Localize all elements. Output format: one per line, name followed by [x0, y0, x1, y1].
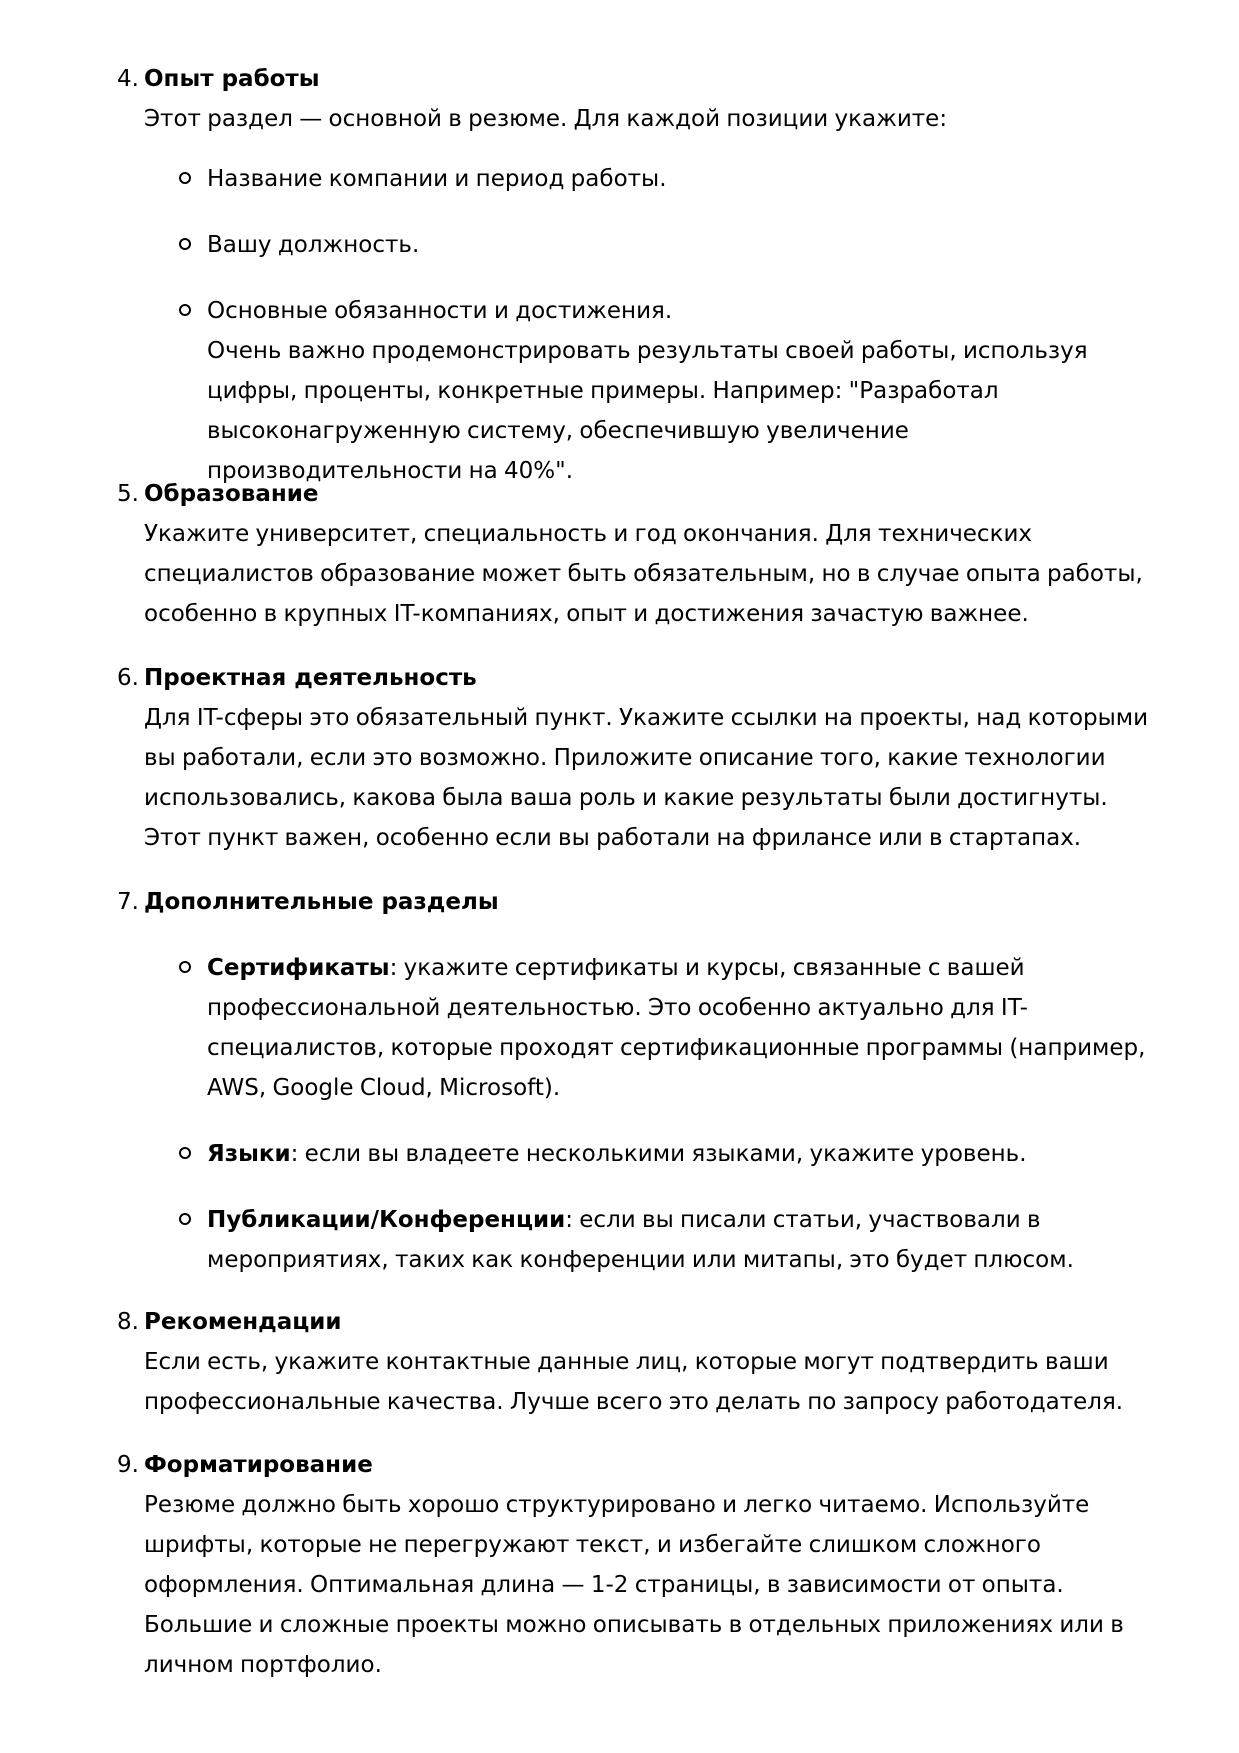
- section-number: 6.: [117, 665, 139, 691]
- list-item: [207, 291, 1167, 491]
- section-title: Рекомендации: [144, 1309, 342, 1335]
- section-education: [117, 474, 1157, 634]
- section-text: Укажите университет, специальность и год окончания. Для технических специалистов образование может быть обязательным, но в случае опыта работы, особенно в крупных IT-компаниях, опыт и достижения зачастую важнее.: [144, 521, 1143, 627]
- section-text: Для IT-сферы это обязательный пункт. Укажите ссылки на проекты, над которыми вы работали, если это возможно. Приложите описание того, какие технологии использовались, какова была ваша роль и какие результаты были достигнуты. Этот пункт важен, особенно если вы работали на фрилансе или в стартапах.: [144, 705, 1149, 851]
- list-item: [207, 948, 1167, 1108]
- section-formatting: [117, 1445, 1157, 1685]
- list-item-detail: Очень важно продемонстрировать результаты своей работы, используя цифры, проценты, конкретные примеры. Например: "Разработал высоконагруженную систему, обеспечившую увеличение производительности на 40%".: [207, 338, 1088, 484]
- list-item-text: : если вы писали статьи, участвовали в мероприятиях, таких как конференции или митапы, это будет плюсом.: [207, 1207, 1074, 1273]
- section-work-experience: [117, 59, 1157, 517]
- section-text: Резюме должно быть хорошо структурировано и легко читаемо. Используйте шрифты, которые не перегружают текст, и избегайте слишком сложного оформления. Оптимальная длина — 1-2 страницы, в зависимости от опыта. Большие и сложные проекты можно описывать в отдельных приложениях или в личном портфолио.: [144, 1492, 1124, 1678]
- list-item-text: : укажите сертификаты и курсы, связанные с вашей профессиональной деятельностью. Это особенно актуально для IT-специалистов, которые проходят сертификационные программы (например, AWS, Google Cloud, Microsoft).: [207, 955, 1146, 1101]
- bullet-list: [117, 948, 1157, 1280]
- list-item-text: Основные обязанности и достижения.: [207, 298, 673, 324]
- list-item-term: Сертификаты: [207, 955, 390, 981]
- list-item: [207, 225, 1167, 265]
- section-number: 5.: [117, 481, 139, 507]
- bullet-circle-icon: [179, 961, 191, 973]
- section-title: Проектная деятельность: [144, 665, 477, 691]
- section-title: Дополнительные разделы: [144, 889, 499, 915]
- section-text: Если есть, укажите контактные данные лиц, которые могут подтвердить ваши профессиональные качества. Лучше всего это делать по запросу работодателя.: [144, 1349, 1124, 1415]
- section-projects: [117, 658, 1157, 858]
- list-item: [207, 1134, 1167, 1174]
- list-item-term: Публикации/Конференции: [207, 1207, 566, 1233]
- section-number: 4.: [117, 66, 139, 92]
- section-number: 9.: [117, 1452, 139, 1478]
- list-item-text: Название компании и период работы.: [207, 166, 667, 192]
- list-item-term: Языки: [207, 1141, 291, 1167]
- bullet-circle-icon: [179, 1147, 191, 1159]
- section-title: Опыт работы: [144, 66, 320, 92]
- list-item: [207, 1200, 1167, 1280]
- list-item-text: Вашу должность.: [207, 232, 420, 258]
- section-number: 8.: [117, 1309, 139, 1335]
- section-text: Этот раздел — основной в резюме. Для каждой позиции укажите:: [144, 106, 948, 132]
- section-additional: [117, 882, 1157, 1306]
- section-title: Образование: [144, 481, 319, 507]
- bullet-circle-icon: [179, 172, 191, 184]
- list-item: [207, 159, 1167, 199]
- section-number: 7.: [117, 889, 139, 915]
- bullet-circle-icon: [179, 1213, 191, 1225]
- section-recommendations: [117, 1302, 1157, 1422]
- bullet-circle-icon: [179, 304, 191, 316]
- section-title: Форматирование: [144, 1452, 373, 1478]
- bullet-circle-icon: [179, 238, 191, 250]
- list-item-text: : если вы владеете несколькими языками, укажите уровень.: [290, 1141, 1027, 1167]
- bullet-list: [117, 159, 1157, 491]
